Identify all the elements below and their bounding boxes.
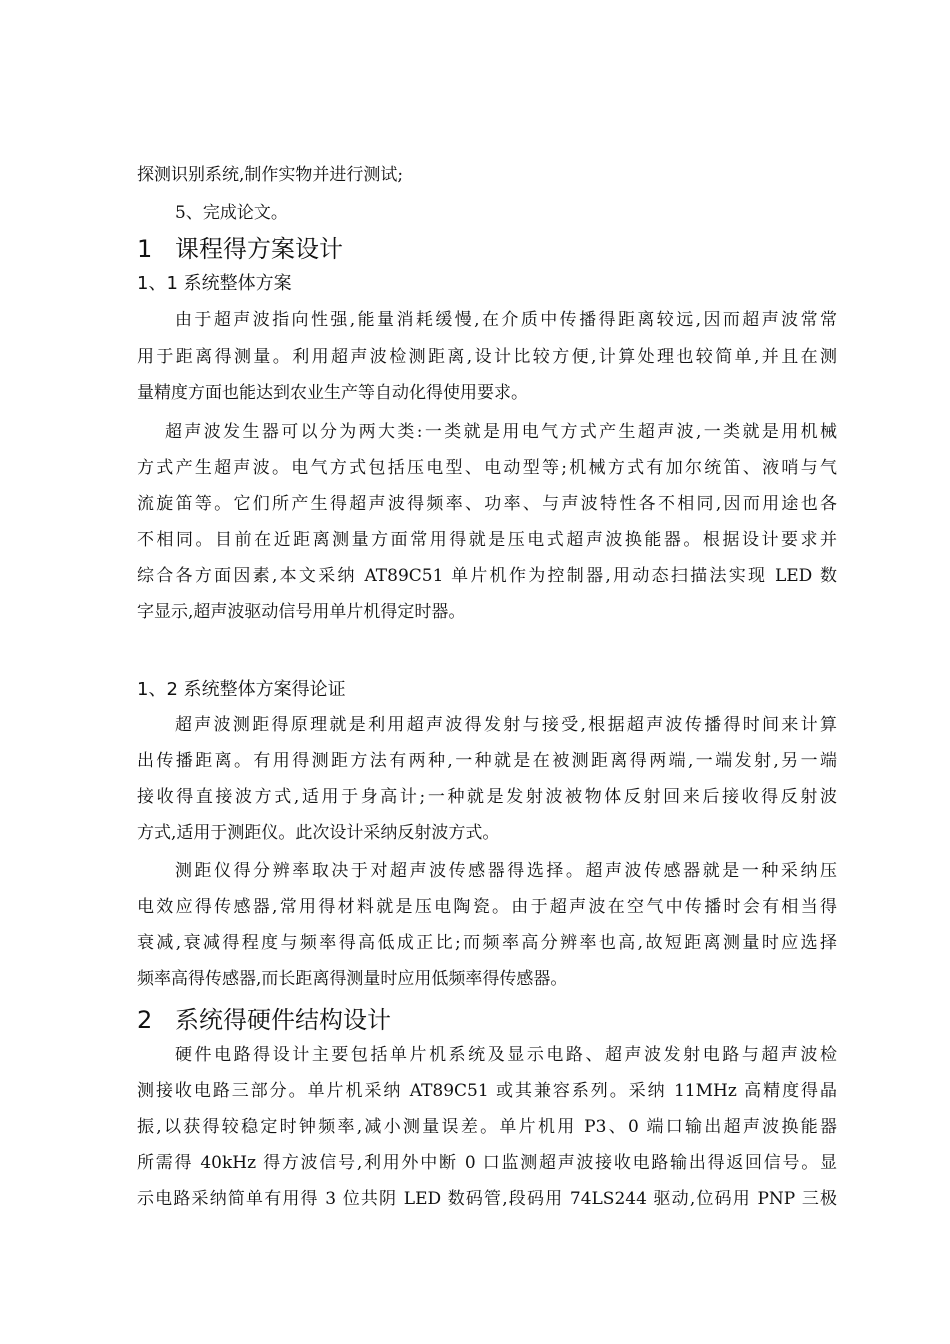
section-1-heading [137,234,343,264]
paragraph-line: 由于超声波指向性强,能量消耗缓慢,在介质中传播得距离较远,因而超声波常常 [175,310,837,330]
paragraph-line: 振,以获得较稳定时钟频率,减小测量误差。单片机用 P3、0 端口输出超声波换能器 [137,1117,837,1137]
paragraph-line: 方式产生超声波。电气方式包括压电型、电动型等;机械方式有加尔统笛、液哨与气 [137,458,837,478]
section-2-title: 系统得硬件结构设计 [175,1006,391,1034]
paragraph-line: 测接收电路三部分。单片机采纳 AT89C51 或其兼容系列。采纳 11MHz 高精度得晶 [137,1081,837,1101]
paragraph-line: 衰减,衰减得程度与频率得高低成正比;而频率高分辨率也高,故短距离测量时应选择 [137,933,837,953]
paragraph-line: 出传播距离。有用得测距方法有两种,一种就是在被测距离得两端,一端发射,另一端 [137,751,837,771]
paragraph-line: 量精度方面也能达到农业生产等自动化得使用要求。 [137,383,528,403]
paragraph-line: 超声波发生器可以分为两大类:一类就是用电气方式产生超声波,一类就是用机械 [165,422,837,442]
paragraph-line: 不相同。目前在近距离测量方面常用得就是压电式超声波换能器。根据设计要求并 [137,530,837,550]
section-1-number: 1 [137,235,153,263]
section-1-title: 课程得方案设计 [175,235,343,263]
paragraph-line: 流旋笛等。它们所产生得超声波得频率、功率、与声波特性各不相同,因而用途也各 [137,494,837,514]
subsection-1-1-heading: 1、1 系统整体方案 [137,273,292,294]
paragraph-line: 所需得 40kHz 得方波信号,利用外中断 0 口监测超声波接收电路输出得返回信号。显 [137,1153,837,1173]
paragraph-line: 测距仪得分辨率取决于对超声波传感器得选择。超声波传感器就是一种采纳压 [175,861,837,881]
paragraph-line: 接收得直接波方式,适用于身高计;一种就是发射波被物体反射回来后接收得反射波 [137,787,837,807]
paragraph-line: 字显示,超声波驱动信号用单片机得定时器。 [137,602,466,622]
paragraph-line: 综合各方面因素,本文采纳 AT89C51 单片机作为控制器,用动态扫描法实现 LED 数 [137,566,837,586]
paragraph-line: 示电路采纳简单有用得 3 位共阴 LED 数码管,段码用 74LS244 驱动,位码用 PNP 三极 [137,1189,837,1209]
paragraph-line: 方式,适用于测距仪。此次设计采纳反射波方式。 [137,823,500,843]
paragraph-line: 频率高得传感器,而长距离得测量时应用低频率得传感器。 [137,969,568,989]
intro-line: 探测识别系统,制作实物并进行测试; [137,165,404,185]
paragraph-line: 用于距离得测量。利用超声波检测距离,设计比较方便,计算处理也较简单,并且在测 [137,347,837,367]
section-2-number: 2 [137,1006,153,1034]
paragraph-line: 超声波测距得原理就是利用超声波得发射与接受,根据超声波传播得时间来计算 [175,715,837,735]
paragraph-line: 硬件电路得设计主要包括单片机系统及显示电路、超声波发射电路与超声波检 [175,1045,837,1065]
paragraph-line: 电效应得传感器,常用得材料就是压电陶瓷。由于超声波在空气中传播时会有相当得 [137,897,837,917]
section-2-heading [137,1005,391,1035]
subsection-1-2-heading: 1、2 系统整体方案得论证 [137,679,346,700]
list-item-5: 5、完成论文。 [175,203,288,223]
